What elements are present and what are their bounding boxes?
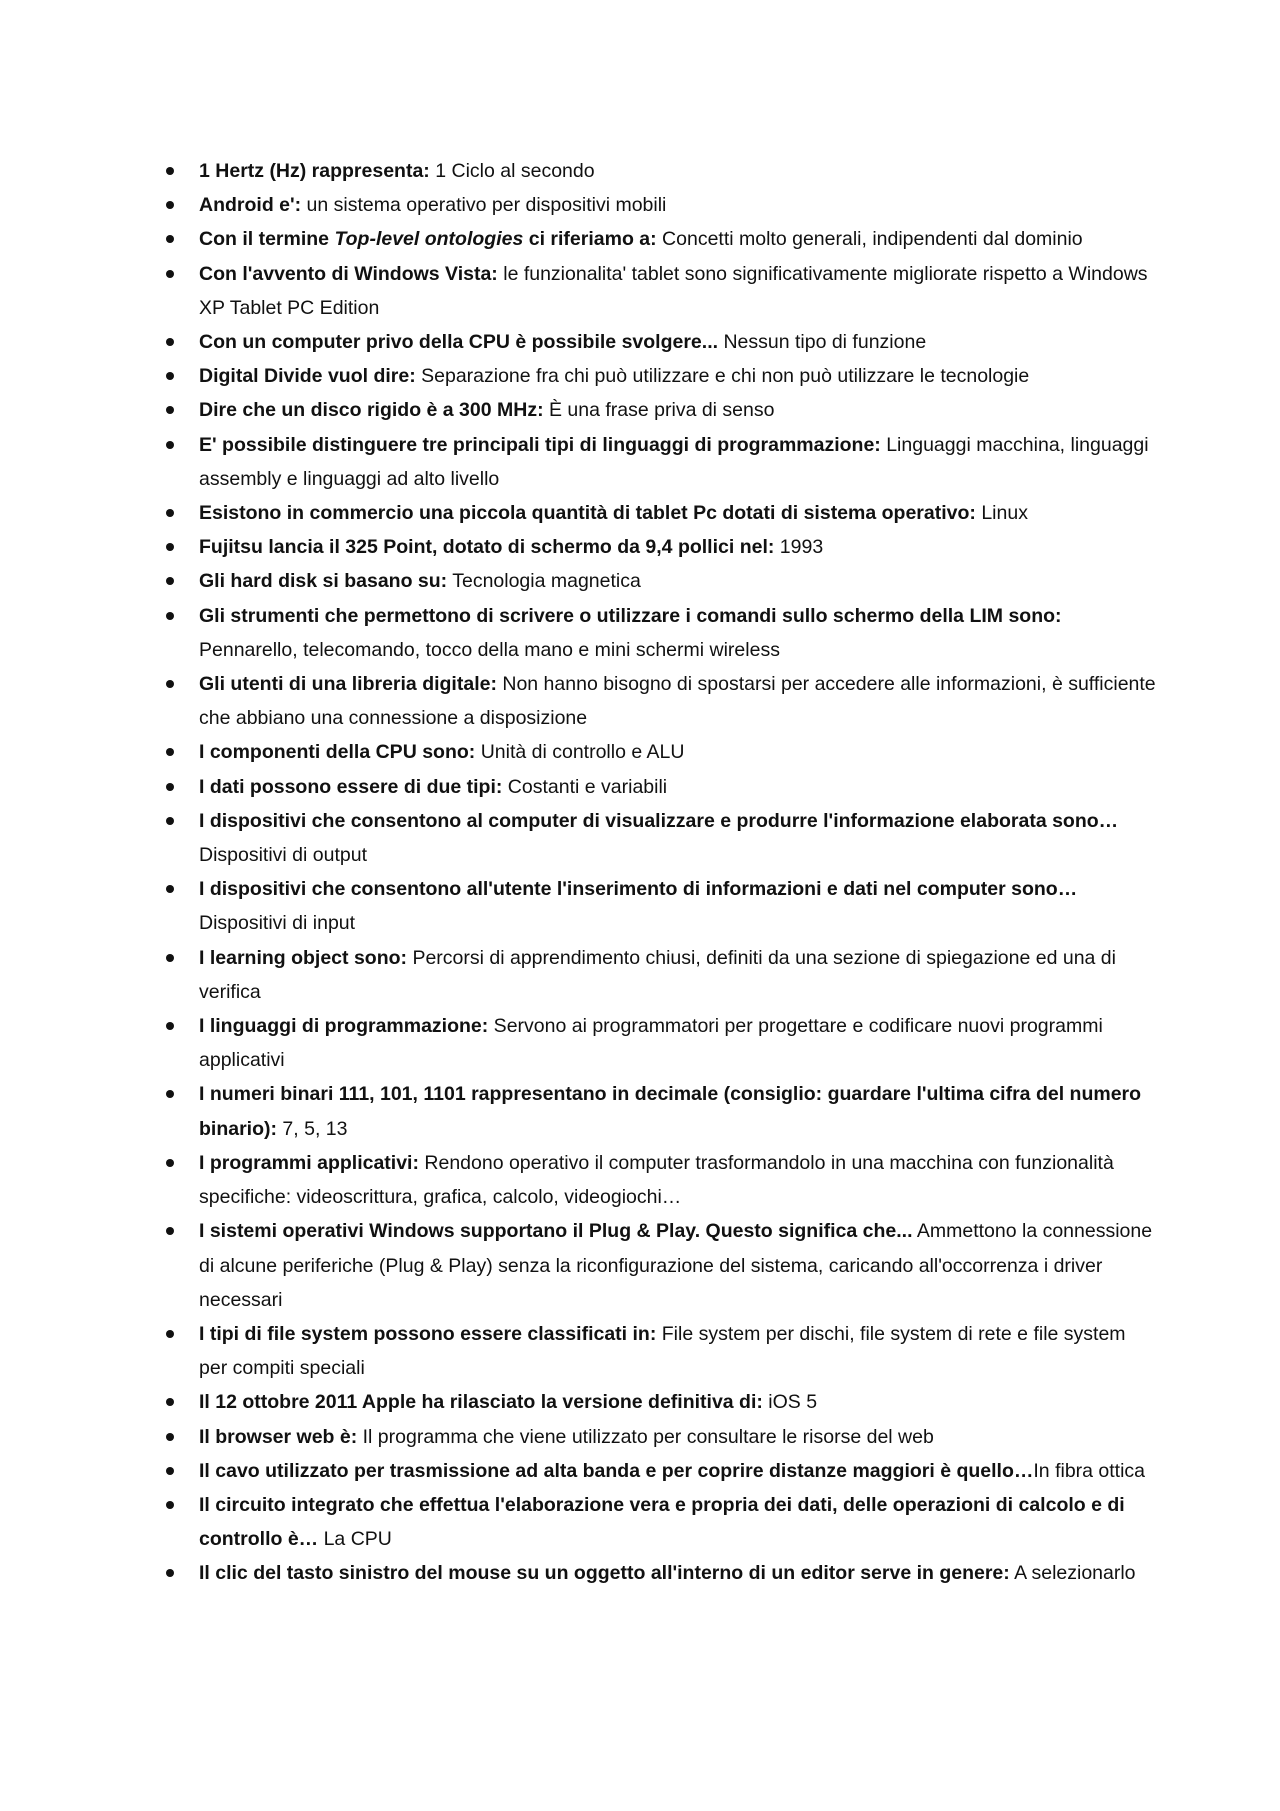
answer-text: le funzionalita' tablet sono significativamente migliorate rispetto a Windows XP Tablet PC Edition: [199, 262, 1148, 319]
answer-text: Nessun tipo di funzione: [718, 331, 927, 354]
answer-text: Concetti molto generali, indipendenti dal dominio: [656, 228, 1083, 251]
answer-text: Dispositivi di input: [199, 912, 356, 935]
list-item: [199, 872, 1159, 940]
question-text: I componenti della CPU sono:: [199, 741, 476, 764]
question-text: ci riferiamo a:: [523, 228, 657, 251]
bullet-icon: [166, 338, 174, 346]
list-item: [199, 222, 1159, 256]
list-item: [199, 564, 1159, 598]
bullet-icon: [166, 1467, 174, 1475]
question-text: Il cavo utilizzato per trasmissione ad alta banda e per coprire distanze maggiori è quello…: [199, 1459, 1034, 1482]
bullet-icon: [166, 954, 174, 962]
bullet-icon: [166, 1330, 174, 1338]
answer-text: Linux: [975, 502, 1028, 525]
question-text: I dati possono essere di due tipi:: [199, 775, 503, 798]
list-item: [199, 941, 1159, 1009]
question-text: Dire che un disco rigido è a 300 MHz:: [199, 399, 544, 422]
answer-text: 1 Ciclo al secondo: [429, 160, 595, 182]
list-item: [199, 804, 1159, 872]
list-item: [199, 1146, 1159, 1214]
bullet-icon: [166, 509, 174, 517]
bullet-icon: [166, 543, 174, 551]
answer-text: Rendono operativo il computer trasformandolo in una macchina con funzionalità specifiche: videoscrittura, grafica, calcolo, videogiochi…: [199, 1151, 1114, 1209]
list-item: [199, 257, 1159, 325]
answer-text: iOS 5: [762, 1391, 818, 1414]
answer-text: Costanti e variabili: [502, 775, 668, 798]
bullet-icon: [166, 201, 174, 209]
list-item: [199, 599, 1159, 667]
answer-text: È una frase priva di senso: [543, 399, 775, 422]
answer-text: Separazione fra chi può utilizzare e chi non può utilizzare le tecnologie: [415, 365, 1030, 388]
list-item: [199, 1454, 1159, 1488]
answer-text: Servono ai programmatori per progettare e codificare nuovi programmi applicativi: [199, 1015, 1103, 1072]
bullet-icon: [166, 372, 174, 380]
bullet-icon: [166, 1159, 174, 1167]
list-item: [199, 1556, 1159, 1590]
bullet-icon: [166, 406, 174, 414]
question-text: Con l'avvento di Windows Vista:: [199, 262, 498, 285]
question-text: I tipi di file system possono essere classificati in:: [199, 1322, 657, 1345]
answer-text: 1993: [774, 536, 824, 559]
question-text: Gli utenti di una libreria digitale:: [199, 673, 497, 696]
answer-text: Unità di controllo e ALU: [475, 741, 685, 764]
bullet-icon: [166, 1022, 174, 1030]
question-text: I programmi applicativi:: [199, 1151, 419, 1174]
question-text: I dispositivi che consentono al computer di visualizzare e produrre l'informazione elaborata sono…: [199, 809, 1119, 832]
question-text: I numeri binari 111, 101, 1101 rappresentano in decimale (consiglio: guardare l'ultima cifra del numero binario):: [199, 1083, 1142, 1140]
bullet-icon: [166, 680, 174, 688]
list-item: [199, 496, 1159, 530]
bullet-icon: [166, 817, 174, 825]
bullet-icon: [166, 270, 174, 278]
question-text: Il browser web è:: [199, 1425, 358, 1448]
list-item: [199, 735, 1159, 769]
bullet-icon: [166, 783, 174, 791]
list-item: [199, 667, 1159, 735]
list-item: [199, 1488, 1159, 1556]
bullet-icon: [166, 1227, 174, 1235]
question-emphasis: Top-level ontologies: [334, 228, 524, 251]
question-text: Digital Divide vuol dire:: [199, 365, 416, 388]
list-item: [199, 154, 1159, 188]
question-text: Esistono in commercio una piccola quantità di tablet Pc dotati di sistema operativo:: [199, 502, 976, 525]
bullet-icon: [166, 612, 174, 620]
question-text: 1 Hertz (Hz) rappresenta:: [199, 160, 430, 182]
list-item: [199, 1214, 1159, 1317]
answer-text: Ammettono la connessione di alcune periferiche (Plug & Play) senza la riconfigurazione del sistema, caricando all'occorrenza i driver necessari: [199, 1220, 1153, 1311]
question-text: Il circuito integrato che effettua l'elaborazione vera e propria dei dati, delle operazioni di calcolo e di controllo è…: [199, 1493, 1125, 1551]
question-text: Il clic del tasto sinistro del mouse su un oggetto all'interno di un editor serve in genere:: [199, 1562, 1010, 1585]
question-text: I dispositivi che consentono all'utente l'inserimento di informazioni e dati nel computer sono…: [199, 878, 1078, 901]
question-text: Android e':: [199, 194, 302, 217]
answer-text: File system per dischi, file system di rete e file system per compiti speciali: [199, 1322, 1126, 1380]
answer-text: Tecnologia magnetica: [447, 570, 641, 593]
question-text: Gli hard disk si basano su:: [199, 570, 448, 593]
list-item: [199, 325, 1159, 359]
list-item: [199, 1009, 1159, 1077]
question-text: Con il termine: [199, 228, 335, 251]
list-item: [199, 359, 1159, 393]
answer-text: Pennarello, telecomando, tocco della mano e mini schermi wireless: [199, 638, 780, 661]
answer-text: In fibra ottica: [1033, 1459, 1146, 1482]
bullet-icon: [166, 441, 174, 449]
bullet-icon: [166, 1090, 174, 1098]
answer-text: Percorsi di apprendimento chiusi, definiti da una sezione di spiegazione ed una di verifica: [199, 946, 1116, 1003]
bullet-icon: [166, 1433, 174, 1441]
answer-text: Non hanno bisogno di spostarsi per accedere alle informazioni, è sufficiente che abbiano una connessione a disposizione: [199, 673, 1156, 730]
question-answer-list: [199, 154, 1159, 1591]
list-item: [199, 1420, 1159, 1454]
question-text: I linguaggi di programmazione:: [199, 1015, 489, 1038]
bullet-icon: [166, 235, 174, 243]
answer-text: Il programma che viene utilizzato per consultare le risorse del web: [357, 1425, 934, 1448]
list-item: [199, 188, 1159, 222]
bullet-icon: [166, 748, 174, 756]
question-text: Il 12 ottobre 2011 Apple ha rilasciato la versione definitiva di:: [199, 1391, 763, 1414]
answer-text: La CPU: [318, 1528, 392, 1551]
question-text: E' possibile distinguere tre principali tipi di linguaggi di programmazione:: [199, 433, 881, 456]
answer-text: A selezionarlo: [1009, 1562, 1136, 1585]
answer-text: 7, 5, 13: [277, 1117, 348, 1140]
list-item: [199, 530, 1159, 564]
bullet-icon: [166, 885, 174, 893]
bullet-icon: [166, 1569, 174, 1577]
list-item: [199, 393, 1159, 427]
bullet-icon: [166, 1398, 174, 1406]
answer-text: un sistema operativo per dispositivi mobili: [301, 194, 667, 217]
question-text: Con un computer privo della CPU è possibile svolgere...: [199, 331, 719, 354]
answer-text: Dispositivi di output: [199, 844, 367, 867]
list-item: [199, 770, 1159, 804]
list-item: [199, 1317, 1159, 1385]
list-item: [199, 1385, 1159, 1419]
question-text: Gli strumenti che permettono di scrivere o utilizzare i comandi sullo schermo della LIM sono:: [199, 604, 1062, 627]
bullet-icon: [166, 167, 174, 175]
question-text: I sistemi operativi Windows supportano il Plug & Play. Questo significa che...: [199, 1220, 913, 1243]
question-text: I learning object sono:: [199, 946, 408, 969]
question-text: Fujitsu lancia il 325 Point, dotato di schermo da 9,4 pollici nel:: [199, 536, 775, 559]
bullet-icon: [166, 1501, 174, 1509]
bullet-icon: [166, 577, 174, 585]
list-item: [199, 428, 1159, 496]
list-item: [199, 1077, 1159, 1145]
answer-text: Linguaggi macchina, linguaggi assembly e linguaggi ad alto livello: [199, 433, 1149, 490]
